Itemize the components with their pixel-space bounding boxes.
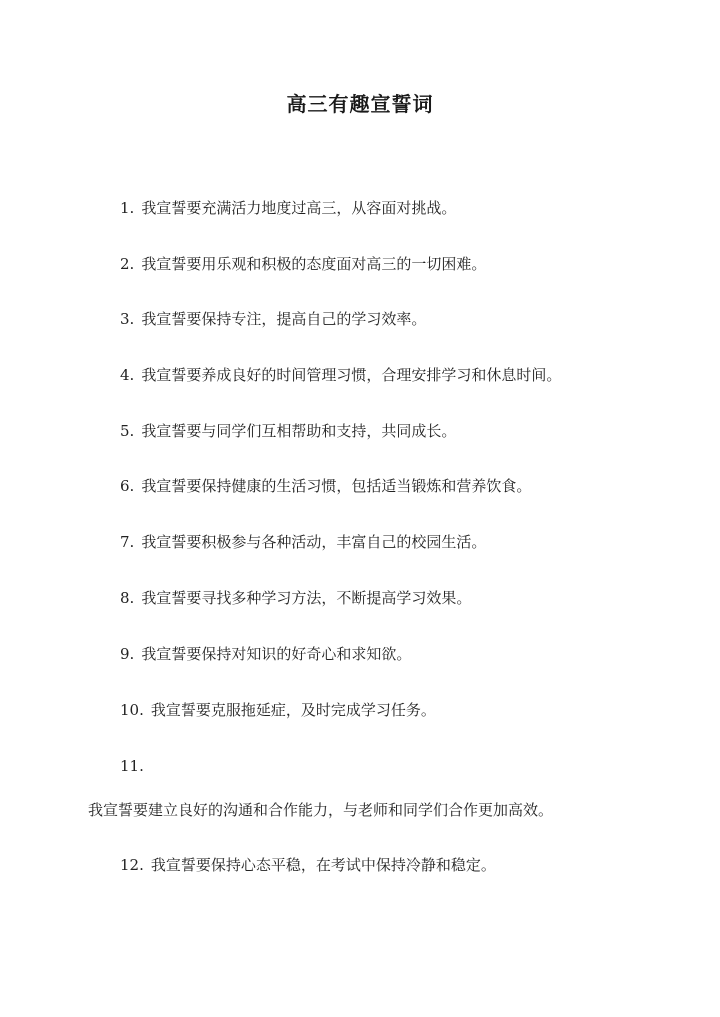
pledge-text: 我宣誓要保持对知识的好奇心和求知欲。 [141,645,412,663]
page-title: 高三有趣宣誓词 [286,92,434,116]
pledge-item-8 [120,588,471,608]
pledge-number: 11. [120,757,144,775]
pledge-text: 我宣誓要与同学们互相帮助和支持，共同成长。 [141,422,457,440]
pledge-number: 12. [120,856,144,874]
pledge-number: 3. [120,310,135,328]
pledge-item-4 [120,365,561,385]
pledge-number: 10. [120,701,144,719]
pledge-number: 7. [120,533,135,551]
pledge-item-1 [120,198,456,218]
pledge-text: 我宣誓要保持心态平稳，在考试中保持冷静和稳定。 [150,856,496,874]
pledge-number: 8. [120,589,135,607]
pledge-number: 9. [120,645,135,663]
pledge-item-12 [120,855,496,875]
pledge-item-3 [120,309,426,329]
pledge-text: 我宣誓要养成良好的时间管理习惯，合理安排学习和休息时间。 [141,366,562,384]
pledge-text: 我宣誓要用乐观和积极的态度面对高三的一切困难。 [141,255,487,273]
pledge-item-5 [120,421,456,441]
pledge-text: 我宣誓要保持健康的生活习惯，包括适当锻炼和营养饮食。 [141,477,532,495]
pledge-item-9 [120,644,411,664]
pledge-item-6 [120,476,531,496]
pledge-text: 我宣誓要充满活力地度过高三，从容面对挑战。 [141,199,457,217]
pledge-number: 4. [120,366,135,384]
pledge-text: 我宣誓要保持专注，提高自己的学习效率。 [141,310,427,328]
pledge-text: 我宣誓要克服拖延症，及时完成学习任务。 [150,701,436,719]
pledge-item-10 [120,700,436,720]
pledge-number: 6. [120,477,135,495]
pledge-text: 我宣誓要建立良好的沟通和合作能力，与老师和同学们合作更加高效。 [88,801,554,819]
pledge-item-7 [120,532,486,552]
pledge-text: 我宣誓要积极参与各种活动，丰富自己的校园生活。 [141,533,487,551]
pledge-number: 2. [120,255,135,273]
pledge-number: 5. [120,422,135,440]
pledge-item-2 [120,254,486,274]
pledge-item-11-number [120,756,151,776]
pledge-item-11-text [88,800,553,820]
pledge-text: 我宣誓要寻找多种学习方法，不断提高学习效果。 [141,589,472,607]
pledge-number: 1. [120,199,135,217]
